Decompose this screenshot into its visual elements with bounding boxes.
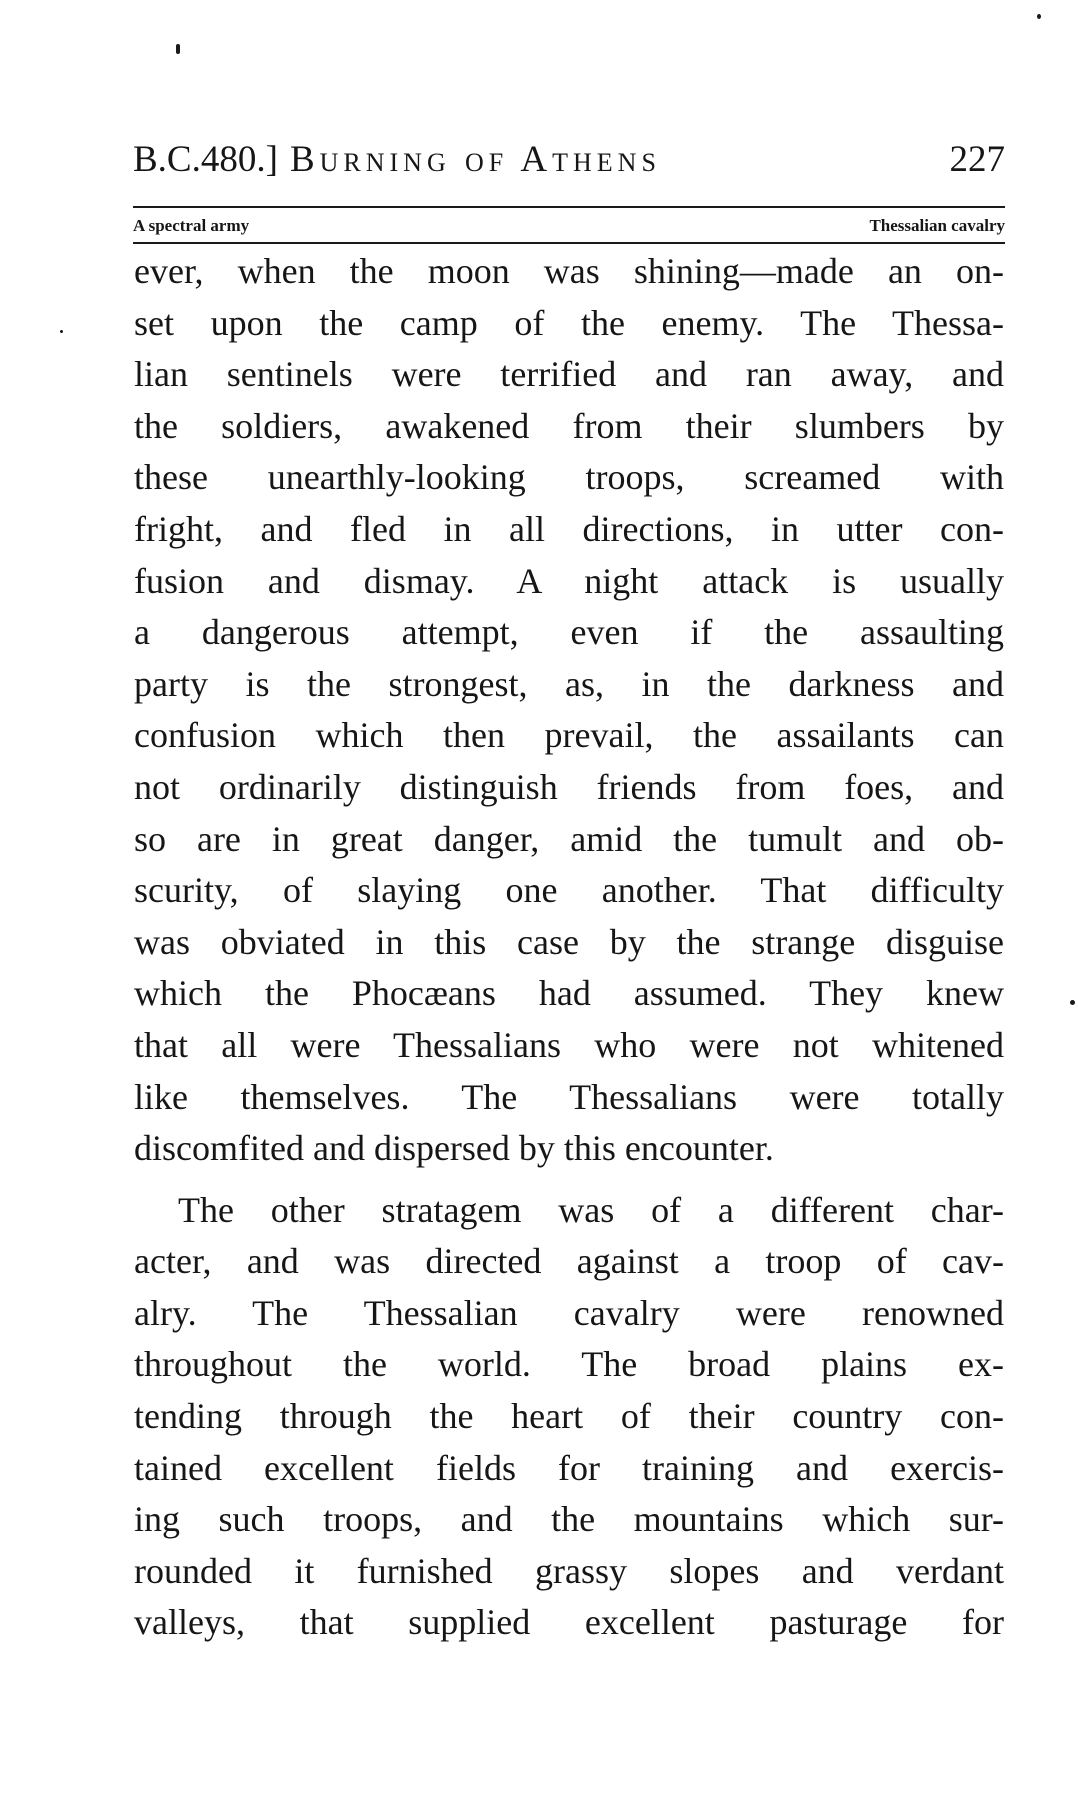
header-rule	[133, 206, 1005, 208]
text-line: acter, and was directed against a troop of cav-	[134, 1241, 1004, 1282]
text-line: tained excellent fields for training and exercis-	[134, 1447, 1004, 1488]
text-line: rounded it furnished grassy slopes and verdant	[134, 1550, 1004, 1591]
ink-speck	[1037, 14, 1041, 19]
body-text	[134, 246, 1004, 1649]
text-line: a dangerous attempt, even if the assaulting	[134, 612, 1004, 653]
page-number: 227	[949, 139, 1005, 180]
text-line: these unearthly-looking troops, screamed with	[134, 457, 1004, 498]
ink-speck	[176, 44, 180, 54]
text-line: The other stratagem was of a different char-	[178, 1189, 1004, 1230]
side-note-rule	[133, 242, 1005, 244]
text-line: like themselves. The Thessalians were totally	[134, 1076, 1004, 1117]
side-notes	[133, 216, 1005, 236]
text-line: throughout the world. The broad plains ex-	[134, 1344, 1004, 1385]
text-line: tending through the heart of their country con-	[134, 1396, 1004, 1437]
text-line: set upon the camp of the enemy. The Thessa-	[134, 302, 1004, 343]
text-line: confusion which then prevail, the assailants can	[134, 715, 1004, 756]
text-line: that all were Thessalians who were not whitened	[134, 1024, 1004, 1065]
ink-speck	[60, 330, 63, 333]
text-line: fusion and dismay. A night attack is usually	[134, 560, 1004, 601]
paragraph	[134, 1185, 1004, 1649]
side-note-left: A spectral army	[133, 216, 250, 235]
ink-speck	[1070, 1000, 1075, 1005]
paragraph-gap	[134, 1175, 1004, 1185]
text-line: fright, and fled in all directions, in utter con-	[134, 508, 1004, 549]
text-line: not ordinarily distinguish friends from foes, and	[134, 766, 1004, 807]
text-line: ing such troops, and the mountains which sur-	[134, 1499, 1004, 1540]
text-line: which the Phocæans had assumed. They knew	[134, 973, 1004, 1014]
text-line: party is the strongest, as, in the darkness and	[134, 663, 1004, 704]
text-line: was obviated in this case by the strange disguise	[134, 921, 1004, 962]
header-title: Burning of Athens	[289, 139, 661, 180]
running-head	[133, 138, 1005, 194]
text-line: valleys, that supplied excellent pasturage for	[134, 1602, 1004, 1643]
text-line: ever, when the moon was shining—made an on-	[134, 251, 1004, 291]
paragraph	[134, 246, 1004, 1175]
text-line: lian sentinels were terrified and ran away, and	[134, 354, 1004, 395]
header-date: B.C.480.]	[133, 139, 278, 180]
text-line: alry. The Thessalian cavalry were renowned	[134, 1292, 1004, 1333]
side-note-right: Thessalian cavalry	[869, 216, 1005, 235]
text-line: so are in great danger, amid the tumult and ob-	[134, 818, 1004, 859]
text-line: discomfited and dispersed by this encounter.	[134, 1128, 774, 1169]
text-line: the soldiers, awakened from their slumbers by	[134, 405, 1004, 446]
text-line: scurity, of slaying one another. That difficulty	[134, 870, 1004, 911]
